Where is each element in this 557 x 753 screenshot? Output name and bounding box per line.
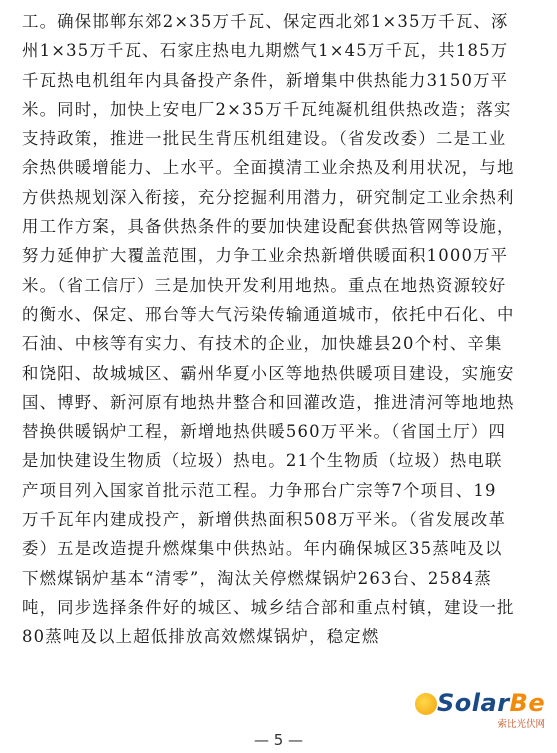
text-line: 和饶阳、故城城区、霸州华夏小区等地热供暖项目建设，实施安 [22,363,515,383]
text-line: 万千瓦年内建成投产，新增供热面积508万平米。（省发展改革 [22,510,507,530]
document-body [22,7,542,652]
text-line: 的衡水、保定、邢台等大气污染传输通道城市，依托中石化、中 [22,304,515,324]
watermark-subtitle: 索比光伏网 [497,719,545,730]
text-line: 委）五是改造提升燃煤集中供热站。年内确保城区35蒸吨及以 [22,539,503,559]
text-line: 余热供暖增能力、上水平。全面摸清工业余热及利用状况，与地 [22,158,515,178]
text-line: 80蒸吨及以上超低排放高效燃煤锅炉，稳定燃 [22,627,380,647]
text-line: 吨，同步选择条件好的城区、城乡结合部和重点村镇，建设一批 [22,597,515,617]
text-line: 工。确保邯郸东郊2×35万千瓦、保定西北郊1×35万千瓦、涿 [22,12,509,31]
sun-icon [415,693,437,715]
text-line: 州1×35万千瓦、石家庄热电九期燃气1×45万千瓦，共185万 [22,41,509,61]
text-line: 支持政策，推进一批民生背压机组建设。（省发改委）二是工业 [22,129,507,149]
text-line: 石油、中核等有实力、有技术的企业，加快雄县20个村、辛集 [22,334,503,354]
page-number: — 5 — [253,731,304,749]
watermark-brand-accent: Be [509,689,546,717]
text-line: 下燃煤锅炉基本“清零”，淘汰关停燃煤锅炉263台、2584蒸 [22,568,492,588]
watermark-brand-main: Solar [437,689,510,717]
watermark-logo [415,689,545,729]
watermark-brand [437,689,545,717]
text-line: 产项目列入国家首批示范工程。力争邢台广宗等7个项目、19 [22,480,497,500]
text-line: 米。同时，加快上安电厂2×35万千瓦纯凝机组供热改造；落实 [22,99,512,119]
text-line: 用工作方案，具备供热条件的要加快建设配套供热管网等设施， [22,217,515,237]
text-line: 国、博野、新河原有地热井整合和回灌改造，推进清河等地地热 [22,392,515,412]
text-line: 努力延伸扩大覆盖范围，力争工业余热新增供暖面积1000万平 [22,246,509,266]
text-line: 方供热规划深入衔接，充分挖掘利用潜力，研究制定工业余热利 [22,187,515,207]
text-line: 替换供暖锅炉工程，新增地热供暖560万平米。（省国土厅）四 [22,422,507,442]
text-line: 米。（省工信厅）三是加快开发利用地热。重点在地热资源较好 [22,275,507,295]
text-line: 是加快建设生物质（垃圾）热电。21个生物质（垃圾）热电联 [22,451,503,471]
text-line: 千瓦热电机组年内具备投产条件，新增集中供热能力3150万平 [22,70,509,90]
